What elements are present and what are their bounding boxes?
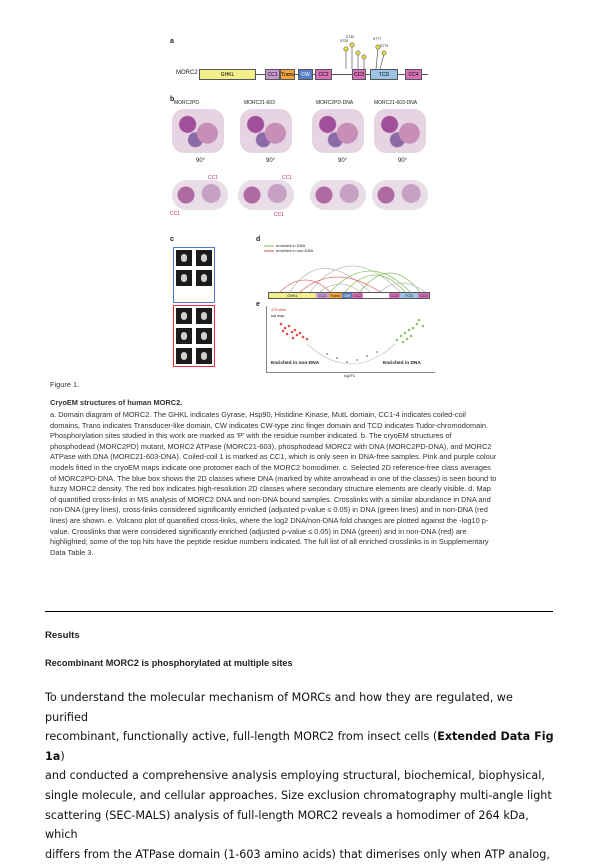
site-label: S725 <box>340 39 349 43</box>
domain-cw: CW <box>298 69 313 80</box>
figure-caption-body <box>50 410 550 558</box>
volcano-left-label: Enriched in non-DNA <box>271 361 320 366</box>
caption-line: models fitted in the cryoEM maps indicate one protomer each of the MORC2 homodimer. c. Selected 2D reference-free class averages <box>50 462 491 472</box>
struct-title: MORC21-603-DNA <box>374 100 418 106</box>
cc1-label: CC1 <box>282 175 293 181</box>
site-label: S777 <box>373 37 382 41</box>
paragraph-line: single molecule, and cellular approaches. Size exclusion chromatography multi-angle light <box>45 788 552 802</box>
site-label: S779 <box>380 44 389 48</box>
cc1-label: CC1 <box>170 211 181 217</box>
caption-line: highlighted; some of the top hits have the peptide residue numbers indicated. The full list of all enriched crosslinks is in Supplementary <box>50 537 489 547</box>
panel-c-letter: c <box>170 236 174 243</box>
struct-title: MORC2PD <box>174 100 200 106</box>
cc1-label: CC1 <box>208 175 219 181</box>
caption-line: ATPase with DNA (MORC21-603-DNA). Coiled-coil 1 is marked as CC1, which is only seen in DNA-free samples. Pink and purple colour <box>50 452 497 462</box>
legend-dna: enriched in DNA <box>276 243 306 248</box>
domain-tcd: TCD <box>370 69 398 80</box>
panel-a-letter: a <box>170 38 174 45</box>
cryoem-structure-rotated <box>372 180 428 210</box>
2d-class-average <box>196 348 212 364</box>
figure-reference-link[interactable]: Extended Data Fig 1a <box>45 730 554 763</box>
legend-non-dna: enriched in non-DNA <box>276 248 314 253</box>
protein-name: MORC2 <box>176 70 198 76</box>
figure-caption-title: CryoEM structures of human MORC2. <box>50 398 183 407</box>
caption-line: a. Domain diagram of MORC2. The GHKL indicates Gyrase, Hsp90, Histidine Kinase, MutL domain, CC1-4 indicates coiled-coil <box>50 410 466 419</box>
domain-cc4: CC4 <box>405 69 422 80</box>
panel-b-letter: b <box>170 96 175 103</box>
caption-line: Phosphorylation sites studied in this work are marked as 'P' with the residue number indicated. b. The cryoEM structures of <box>50 431 452 441</box>
domain-cc2: CC2 <box>315 69 332 80</box>
2d-class-average <box>196 308 212 324</box>
paragraph-line: differs from the ATPase domain (1-603 amino acids) that dimerises only when ATP analog, <box>45 847 550 861</box>
paragraph-line: and conducted a comprehensive analysis employing structural, biochemical, biophysical, <box>45 769 545 783</box>
domain-trans: Trans <box>280 69 295 80</box>
caption-line: of quantified cross-links in MS analysis of MORC2 DNA and non-DNA bound samples. Crosslinks with a similar abundance in DNA and <box>50 494 491 504</box>
cc1-label: CC1 <box>274 212 285 218</box>
volcano-plot <box>266 306 435 373</box>
rotation-label: 90° <box>196 158 206 164</box>
caption-line: phosphodead (MORC2PD) mutant, MORC2 ATPase (MORC21-603), phosphodead MORC2 with DNA (MORC2PD-DNA), and MORC2 <box>50 441 492 451</box>
section-subheading: Recombinant MORC2 is phosphorylated at multiple sites <box>45 658 293 668</box>
2d-class-average <box>196 270 212 286</box>
panel-d-letter: d <box>256 236 261 243</box>
legend-sat-map: sat map <box>271 314 285 318</box>
caption-line: Data Table 3. <box>50 547 94 557</box>
volcano-xlabel: log2FC <box>344 374 356 378</box>
caption-line: non-DNA (grey lines), cross-links considered significantly enriched (adjusted p-value ≤ 0.05) in DNA (green lines) and in non-DNA (red <box>50 505 488 515</box>
paragraph-line: To understand the molecular mechanism of MORCs and how they are regulated, we purified <box>45 691 513 724</box>
caption-line: of MORC2PD-DNA. The blue box shows the 2D classes where DNA (marked by white arrowhead in one of the classes) is seen bound to <box>50 473 497 483</box>
caption-line: value. Crosslinks that were considered significantly enriched (adjusted p-value ≤ 0.05) in DNA (green) and in non-DNA (red) are <box>50 526 467 536</box>
caption-line: fuzzy MORC2 density. The red box indicates high-resolution 2D classes where secondary structure elements are clearly visible. d. Map <box>50 484 491 494</box>
legend-sites: 475 sites <box>271 308 287 312</box>
cryoem-structure-rotated <box>310 180 366 210</box>
2d-class-average <box>196 328 212 344</box>
domain-cc3: CC3 <box>352 69 366 80</box>
cryoem-structure <box>240 109 292 153</box>
struct-title: MORC2PD-DNA <box>316 100 354 106</box>
cryoem-structure-rotated <box>238 180 294 210</box>
volcano-right-label: Enriched in DNA <box>383 361 421 366</box>
results-paragraph <box>45 688 555 864</box>
panel-e-letter: e <box>256 301 260 308</box>
site-label: S730 <box>346 35 355 39</box>
caption-line: lines) are shown. e. Volcano plot of quantified cross-links, where the log2 DNA/non-DNA fold changes are plotted against the -log10 p- <box>50 515 489 525</box>
section-heading: Results <box>45 630 80 641</box>
cryoem-structure <box>312 109 364 153</box>
struct-title: MORC21-603 <box>244 100 275 106</box>
domain-cc1: CC1 <box>265 69 280 80</box>
rotation-label: 90° <box>338 158 348 164</box>
domain-ghkl: GHKL <box>199 69 256 80</box>
figure-1 <box>168 34 438 384</box>
rotation-label: 90° <box>266 158 276 164</box>
2d-class-average <box>176 270 192 286</box>
2d-class-average <box>176 328 192 344</box>
caption-line: domains, Trans indicates Transducer-like domain, CW indicates CW-type zinc finger domain and TCD indicates Tudor-chromodomain. <box>50 420 489 430</box>
2d-class-average <box>196 250 212 266</box>
figure-label: Figure 1. <box>50 380 80 389</box>
cryoem-structure <box>374 109 426 153</box>
paragraph-line: scattering (SEC-MALS) analysis of full-length MORC2 reveals a homodimer of 264 kDa, which <box>45 808 529 842</box>
cryoem-structure <box>172 109 224 153</box>
cryoem-structure-rotated <box>172 180 228 210</box>
paragraph-line: recombinant, functionally active, full-length MORC2 from insect cells (Extended Data Fig 1a) <box>45 730 554 763</box>
section-divider <box>45 611 553 612</box>
rotation-label: 90° <box>398 158 408 164</box>
2d-class-average <box>176 348 192 364</box>
2d-class-average <box>176 308 192 324</box>
crosslink-domain-bar: GHKL CC1 Trans CW CC2 CC3 TCD CC4 <box>268 292 430 299</box>
2d-class-average <box>176 250 192 266</box>
